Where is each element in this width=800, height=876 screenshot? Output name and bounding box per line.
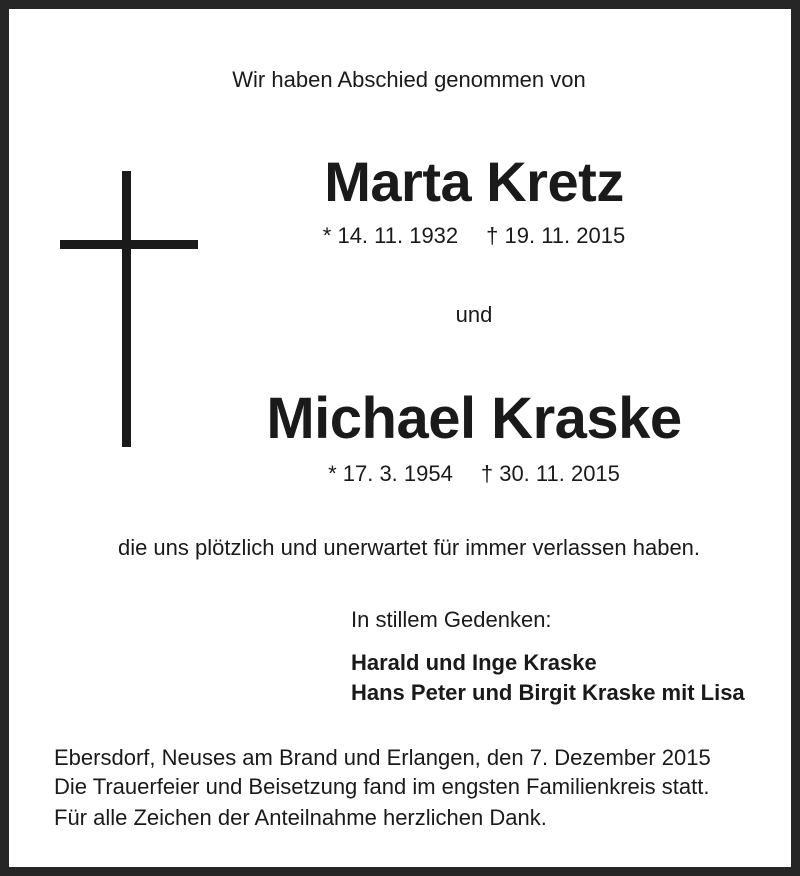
birth-date-2: * 17. 3. 1954	[328, 461, 453, 486]
death-date-2: † 30. 11. 2015	[480, 461, 620, 486]
deceased-name-1: Marta Kretz	[324, 150, 624, 213]
connector-text: und	[455, 302, 493, 327]
closing-line: die uns plötzlich und unerwartet für immer verlassen haben.	[117, 535, 701, 560]
cross-icon	[60, 171, 198, 447]
life-dates-2	[259, 461, 689, 487]
birth-date-1: * 14. 11. 1932	[322, 223, 459, 248]
footer-place-date: Ebersdorf, Neuses am Brand und Erlangen, den 7. Dezember 2015	[54, 745, 711, 770]
mourner-line: Harald und Inge Kraske	[351, 650, 597, 675]
cross-horizontal-beam	[60, 240, 198, 249]
life-dates-1	[259, 223, 689, 249]
cross-vertical-beam	[122, 171, 131, 447]
intro-line: Wir haben Abschied genommen von	[232, 67, 586, 92]
footer-thanks: Für alle Zeichen der Anteilnahme herzlichen Dank.	[54, 805, 547, 830]
deceased-name-2: Michael Kraske	[266, 386, 682, 451]
death-date-1: † 19. 11. 2015	[486, 223, 626, 248]
memory-heading: In stillem Gedenken:	[351, 607, 552, 632]
mourner-line: Hans Peter und Birgit Kraske mit Lisa	[351, 680, 745, 705]
footer-funeral-note: Die Trauerfeier und Beisetzung fand im engsten Familienkreis statt.	[54, 774, 710, 799]
